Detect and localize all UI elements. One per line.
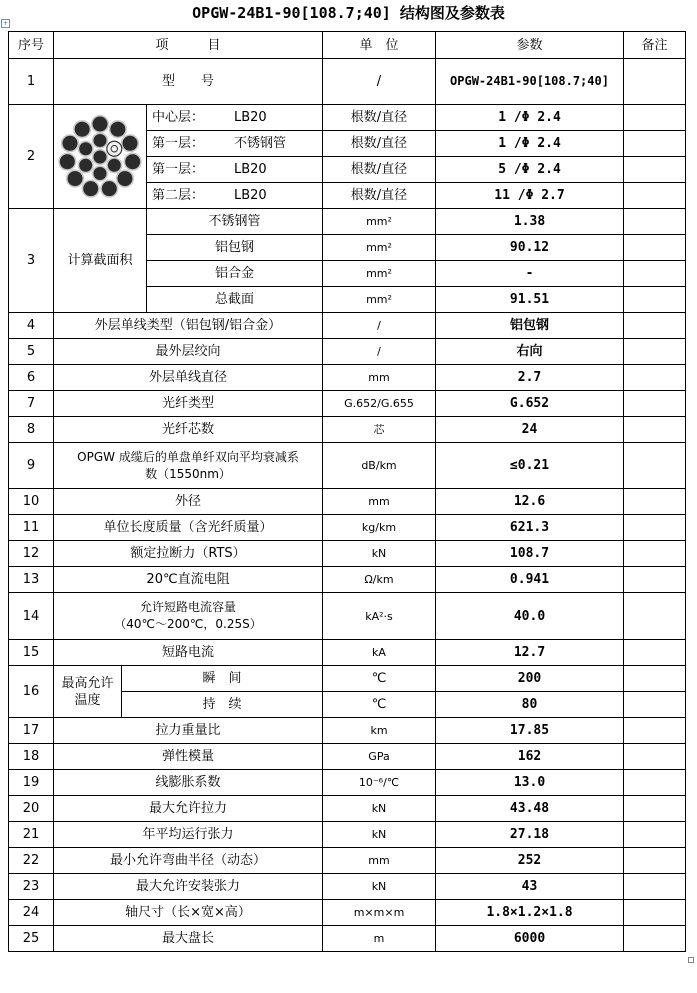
item-line-1: 允许短路电流容量	[139, 600, 236, 614]
outer-wire	[124, 153, 141, 170]
table-row	[9, 567, 686, 593]
max-temp-row	[9, 666, 686, 692]
seq-cell: 25	[9, 926, 54, 952]
note-cell	[624, 287, 686, 313]
note-cell	[624, 209, 686, 235]
value-cell: 右向	[436, 339, 624, 365]
phi-symbol: Φ	[525, 188, 534, 203]
table-row	[9, 848, 686, 874]
header-param: 参数	[436, 32, 624, 59]
layer-value	[436, 157, 624, 183]
seq-cell: 22	[9, 848, 54, 874]
item-cell: 20℃直流电阻	[54, 567, 323, 593]
page-corner-marker	[688, 957, 694, 963]
table-row	[9, 443, 686, 489]
page-title: OPGW-24B1-90[108.7;40] 结构图及参数表	[192, 4, 505, 22]
item-cell: 总截面	[147, 287, 323, 313]
seq-cell: 18	[9, 744, 54, 770]
item-cell: 铝包钢	[147, 235, 323, 261]
layer-material: LB20	[234, 188, 267, 203]
unit-cell: m	[323, 926, 436, 952]
table-row	[9, 541, 686, 567]
table-row	[9, 770, 686, 796]
table-row	[9, 593, 686, 640]
table-row	[9, 822, 686, 848]
value-cell: 162	[436, 744, 624, 770]
layer-material: LB20	[234, 110, 267, 125]
unit-cell: /	[323, 313, 436, 339]
note-cell	[624, 822, 686, 848]
item-cell: 光纤芯数	[54, 417, 323, 443]
inner-wire	[78, 141, 93, 156]
layer-name: 第二层：	[152, 188, 205, 203]
note-cell	[624, 443, 686, 489]
value-cell: 200	[436, 666, 624, 692]
value-cell: 40.0	[436, 593, 624, 640]
unit-cell: /	[323, 59, 436, 105]
note-cell	[624, 796, 686, 822]
note-cell	[624, 313, 686, 339]
seq-cell: 14	[9, 593, 54, 640]
inner-wire	[78, 157, 93, 172]
note-cell	[624, 692, 686, 718]
value-cell: 252	[436, 848, 624, 874]
outer-wire	[101, 180, 118, 197]
section-label: 计算截面积	[54, 209, 147, 313]
item-cell	[54, 593, 323, 640]
max-temp-label-1: 最高允许	[61, 675, 114, 691]
note-cell	[624, 541, 686, 567]
layer-diameter: 2.4	[537, 136, 561, 151]
table-row	[9, 926, 686, 952]
seq-cell: 3	[9, 209, 54, 313]
layer-diameter: 2.7	[541, 188, 565, 203]
outer-wire	[67, 170, 84, 187]
phi-symbol: Φ	[521, 110, 530, 125]
note-cell	[624, 157, 686, 183]
seq-cell: 6	[9, 365, 54, 391]
seq-cell: 8	[9, 417, 54, 443]
note-cell	[624, 235, 686, 261]
unit-cell: ℃	[323, 692, 436, 718]
unit-cell: mm²	[323, 209, 436, 235]
table-row	[9, 59, 686, 105]
unit-cell: mm	[323, 848, 436, 874]
outer-wire	[117, 170, 134, 187]
unit-cell: km	[323, 718, 436, 744]
layer-count: 5	[498, 162, 507, 177]
item-cell: 最大允许拉力	[54, 796, 323, 822]
table-row	[9, 489, 686, 515]
note-cell	[624, 744, 686, 770]
item-line-2: （40℃～200℃，0.25S）	[114, 617, 262, 631]
value-cell: G.652	[436, 391, 624, 417]
item-cell: 最小允许弯曲半径（动态）	[54, 848, 323, 874]
value-cell: 80	[436, 692, 624, 718]
item-cell: 弹性模量	[54, 744, 323, 770]
note-cell	[624, 770, 686, 796]
stainless-tube	[107, 141, 122, 156]
item-cell: 光纤类型	[54, 391, 323, 417]
note-cell	[624, 391, 686, 417]
unit-cell: kN	[323, 822, 436, 848]
note-cell	[624, 489, 686, 515]
cable-diagram-cell	[54, 105, 147, 209]
value-cell: 43.48	[436, 796, 624, 822]
unit-cell: kA²·s	[323, 593, 436, 640]
value-cell: 0.941	[436, 567, 624, 593]
table-row	[9, 391, 686, 417]
unit-cell: mm²	[323, 235, 436, 261]
item-line-1: OPGW 成缆后的单盘单纤双向平均衰减系	[77, 449, 299, 464]
seq-cell: 2	[9, 105, 54, 209]
seq-cell: 17	[9, 718, 54, 744]
item-cell	[54, 443, 323, 489]
note-cell	[624, 848, 686, 874]
item-cell: 瞬 间	[122, 666, 323, 692]
table-row	[9, 744, 686, 770]
note-cell	[624, 666, 686, 692]
layer-name: 第一层：	[152, 162, 205, 177]
layer-cell	[147, 131, 323, 157]
unit-cell: Ω/km	[323, 567, 436, 593]
item-cell: 短路电流	[54, 640, 323, 666]
seq-cell: 4	[9, 313, 54, 339]
table-row	[9, 796, 686, 822]
seq-cell: 9	[9, 443, 54, 489]
seq-cell: 13	[9, 567, 54, 593]
note-cell	[624, 593, 686, 640]
table-row	[9, 874, 686, 900]
value-cell: 27.18	[436, 822, 624, 848]
seq-cell: 10	[9, 489, 54, 515]
unit-cell: 10⁻⁶/℃	[323, 770, 436, 796]
item-cell: 最大盘长	[54, 926, 323, 952]
item-cell: 额定拉断力（RTS）	[54, 541, 323, 567]
note-cell	[624, 339, 686, 365]
center-wire	[93, 149, 108, 164]
value-cell: 1.38	[436, 209, 624, 235]
unit-cell: m×m×m	[323, 900, 436, 926]
header-note: 备注	[624, 32, 686, 59]
unit-cell: kN	[323, 874, 436, 900]
layer-count: 11	[494, 188, 510, 203]
layer-count: 1	[498, 136, 507, 151]
seq-cell: 15	[9, 640, 54, 666]
value-cell: 6000	[436, 926, 624, 952]
table-row	[9, 515, 686, 541]
slash: /	[513, 162, 522, 177]
note-cell	[624, 874, 686, 900]
value-cell: 12.7	[436, 640, 624, 666]
value-cell: 24	[436, 417, 624, 443]
value-cell: 铝包钢	[436, 313, 624, 339]
header-seq: 序号	[9, 32, 54, 59]
outer-wire	[59, 153, 76, 170]
note-cell	[624, 365, 686, 391]
item-cell: 持 续	[122, 692, 323, 718]
unit-cell: kA	[323, 640, 436, 666]
max-temp-label-2: 温度	[74, 692, 101, 708]
layer-value	[436, 183, 624, 209]
table-row	[9, 339, 686, 365]
item-cell: 单位长度质量（含光纤质量）	[54, 515, 323, 541]
layer-value	[436, 131, 624, 157]
table-row	[9, 900, 686, 926]
header-unit: 单 位	[323, 32, 436, 59]
value-cell: 12.6	[436, 489, 624, 515]
outer-wire	[122, 134, 139, 151]
slash: /	[517, 188, 526, 203]
outer-wire	[62, 134, 79, 151]
item-cell: 外径	[54, 489, 323, 515]
seq-cell: 1	[9, 59, 54, 105]
outer-wire	[74, 120, 91, 137]
value-cell: 621.3	[436, 515, 624, 541]
unit-cell: 根数/直径	[323, 131, 436, 157]
value-cell: 17.85	[436, 718, 624, 744]
max-temp-label	[54, 666, 122, 718]
layer-name: 中心层：	[152, 110, 205, 125]
unit-cell: GPa	[323, 744, 436, 770]
note-cell	[624, 926, 686, 952]
layer-material: 不锈钢管	[234, 136, 287, 151]
layer-count: 1	[498, 110, 507, 125]
outer-wire	[110, 120, 127, 137]
unit-cell: kN	[323, 796, 436, 822]
layer-diameter: 2.4	[537, 162, 561, 177]
item-cell: 外层单线类型（铝包钢/铝合金）	[54, 313, 323, 339]
value-cell: 13.0	[436, 770, 624, 796]
unit-cell: kg/km	[323, 515, 436, 541]
cable-cross-section-diagram	[55, 112, 145, 202]
seq-cell: 12	[9, 541, 54, 567]
note-cell	[624, 718, 686, 744]
unit-cell: mm²	[323, 287, 436, 313]
section-row	[9, 209, 686, 235]
unit-cell: mm	[323, 489, 436, 515]
seq-cell: 19	[9, 770, 54, 796]
seq-cell: 21	[9, 822, 54, 848]
slash: /	[513, 110, 522, 125]
note-cell	[624, 131, 686, 157]
model-value: OPGW-24B1-90[108.7;40]	[436, 59, 624, 105]
layer-value	[436, 105, 624, 131]
table-row	[9, 640, 686, 666]
item-cell: 铝合金	[147, 261, 323, 287]
item-cell: 年平均运行张力	[54, 822, 323, 848]
unit-cell: 根数/直径	[323, 157, 436, 183]
table-row	[9, 313, 686, 339]
seq-cell: 20	[9, 796, 54, 822]
layer-name: 第一层：	[152, 136, 205, 151]
layer-cell	[147, 157, 323, 183]
value-cell: 2.7	[436, 365, 624, 391]
phi-symbol: Φ	[521, 136, 530, 151]
unit-cell: /	[323, 339, 436, 365]
note-cell	[624, 640, 686, 666]
value-cell: ≤0.21	[436, 443, 624, 489]
item-cell: 不锈钢管	[147, 209, 323, 235]
unit-cell: 根数/直径	[323, 183, 436, 209]
note-cell	[624, 105, 686, 131]
item-line-2: 数（1550nm）	[145, 466, 231, 481]
inner-wire	[107, 157, 122, 172]
table-row	[9, 365, 686, 391]
spec-table	[8, 31, 686, 952]
header-item: 项 目	[54, 32, 323, 59]
seq-cell: 7	[9, 391, 54, 417]
layer-cell	[147, 105, 323, 131]
value-cell: 108.7	[436, 541, 624, 567]
value-cell: 43	[436, 874, 624, 900]
value-cell: -	[436, 261, 624, 287]
item-cell: 最外层绞向	[54, 339, 323, 365]
header-row	[9, 32, 686, 59]
unit-cell: G.652/G.655	[323, 391, 436, 417]
seq-cell: 11	[9, 515, 54, 541]
unit-cell: 芯	[323, 417, 436, 443]
seq-cell: 24	[9, 900, 54, 926]
layer-cell	[147, 183, 323, 209]
outer-wire	[82, 180, 99, 197]
phi-symbol: Φ	[521, 162, 530, 177]
unit-cell: dB/km	[323, 443, 436, 489]
item-cell: 型 号	[54, 59, 323, 105]
table-move-handle[interactable]: +	[2, 20, 9, 27]
item-cell: 拉力重量比	[54, 718, 323, 744]
table-row	[9, 417, 686, 443]
value-cell: 90.12	[436, 235, 624, 261]
seq-cell: 23	[9, 874, 54, 900]
item-cell: 外层单线直径	[54, 365, 323, 391]
value-cell: 91.51	[436, 287, 624, 313]
unit-cell: mm²	[323, 261, 436, 287]
unit-cell: mm	[323, 365, 436, 391]
table-row	[9, 718, 686, 744]
structure-row	[9, 105, 686, 131]
unit-cell: kN	[323, 541, 436, 567]
note-cell	[624, 183, 686, 209]
value-cell: 1.8×1.2×1.8	[436, 900, 624, 926]
inner-wire	[93, 166, 108, 181]
note-cell	[624, 261, 686, 287]
unit-cell: ℃	[323, 666, 436, 692]
item-cell: 轴尺寸（长×宽×高）	[54, 900, 323, 926]
outer-wire	[92, 115, 109, 132]
item-cell: 最大允许安装张力	[54, 874, 323, 900]
note-cell	[624, 59, 686, 105]
seq-cell: 16	[9, 666, 54, 718]
unit-cell: 根数/直径	[323, 105, 436, 131]
layer-diameter: 2.4	[537, 110, 561, 125]
note-cell	[624, 900, 686, 926]
note-cell	[624, 417, 686, 443]
slash: /	[513, 136, 522, 151]
seq-cell: 5	[9, 339, 54, 365]
note-cell	[624, 567, 686, 593]
inner-wire	[93, 133, 108, 148]
item-cell: 线膨胀系数	[54, 770, 323, 796]
note-cell	[624, 515, 686, 541]
layer-material: LB20	[234, 162, 267, 177]
